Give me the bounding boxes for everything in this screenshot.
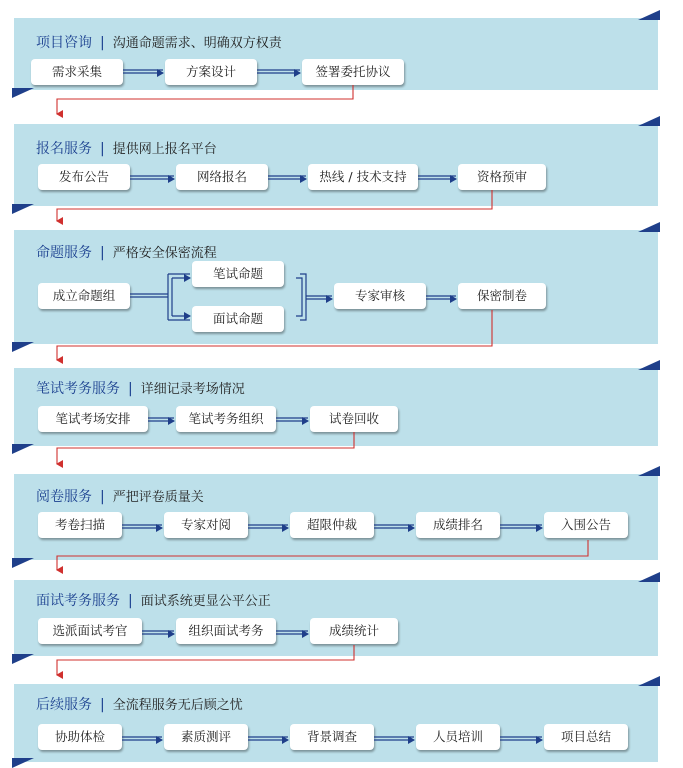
step-box: 考卷扫描 bbox=[38, 512, 122, 538]
section-marking bbox=[14, 474, 658, 560]
section-title: 阅卷服务 | 严把评卷质量关 bbox=[36, 489, 204, 505]
fold-corner-bottom bbox=[12, 444, 34, 454]
step-box: 需求采集 bbox=[31, 59, 123, 85]
step-box: 方案设计 bbox=[165, 59, 257, 85]
fold-corner-top bbox=[638, 676, 660, 686]
step-box: 试卷回收 bbox=[310, 406, 398, 432]
section-title: 项目咨询 | 沟通命题需求、明确双方权责 bbox=[36, 35, 282, 51]
section-title: 面试考务服务 | 面试系统更显公平公正 bbox=[36, 593, 271, 609]
step-box: 组织面试考务 bbox=[176, 618, 276, 644]
step-box: 背景调查 bbox=[290, 724, 374, 750]
fold-corner-bottom bbox=[12, 558, 34, 568]
step-box: 面试命题 bbox=[192, 306, 284, 332]
step-box: 笔试考务组织 bbox=[176, 406, 276, 432]
step-box: 保密制卷 bbox=[458, 283, 546, 309]
section-title: 笔试考务服务 | 详细记录考场情况 bbox=[36, 381, 245, 397]
fold-corner-top bbox=[638, 360, 660, 370]
step-box: 发布公告 bbox=[38, 164, 130, 190]
step-box: 资格预审 bbox=[458, 164, 546, 190]
step-box: 选派面试考官 bbox=[38, 618, 142, 644]
step-box: 人员培训 bbox=[416, 724, 500, 750]
step-box: 成绩排名 bbox=[416, 512, 500, 538]
section-follow-up bbox=[14, 684, 658, 762]
fold-corner-bottom bbox=[12, 342, 34, 352]
fold-corner-top bbox=[638, 116, 660, 126]
section-title: 命题服务 | 严格安全保密流程 bbox=[36, 245, 217, 261]
step-box: 入围公告 bbox=[544, 512, 628, 538]
section-title: 报名服务 | 提供网上报名平台 bbox=[36, 141, 217, 157]
fold-corner-top bbox=[638, 10, 660, 20]
fold-corner-top bbox=[638, 466, 660, 476]
step-box: 项目总结 bbox=[544, 724, 628, 750]
section-interview bbox=[14, 580, 658, 656]
step-box: 笔试命题 bbox=[192, 261, 284, 287]
section-title: 后续服务 | 全流程服务无后顾之忧 bbox=[36, 697, 243, 713]
step-box: 成绩统计 bbox=[310, 618, 398, 644]
step-box: 笔试考场安排 bbox=[38, 406, 148, 432]
section-written-exam bbox=[14, 368, 658, 446]
step-box: 成立命题组 bbox=[38, 283, 130, 309]
step-box: 超限仲裁 bbox=[290, 512, 374, 538]
fold-corner-bottom bbox=[12, 204, 34, 214]
fold-corner-top bbox=[638, 222, 660, 232]
step-box: 专家审核 bbox=[334, 283, 426, 309]
section-registration bbox=[14, 124, 658, 206]
step-box: 网络报名 bbox=[176, 164, 268, 190]
step-box: 素质测评 bbox=[164, 724, 248, 750]
step-box: 协助体检 bbox=[38, 724, 122, 750]
fold-corner-bottom bbox=[12, 758, 34, 768]
step-box: 签署委托协议 bbox=[302, 59, 404, 85]
step-box: 专家对阅 bbox=[164, 512, 248, 538]
fold-corner-bottom bbox=[12, 88, 34, 98]
step-box: 热线 / 技术支持 bbox=[308, 164, 418, 190]
section-project-consulting bbox=[14, 18, 658, 90]
fold-corner-bottom bbox=[12, 654, 34, 664]
section-question-setting bbox=[14, 230, 658, 344]
fold-corner-top bbox=[638, 572, 660, 582]
